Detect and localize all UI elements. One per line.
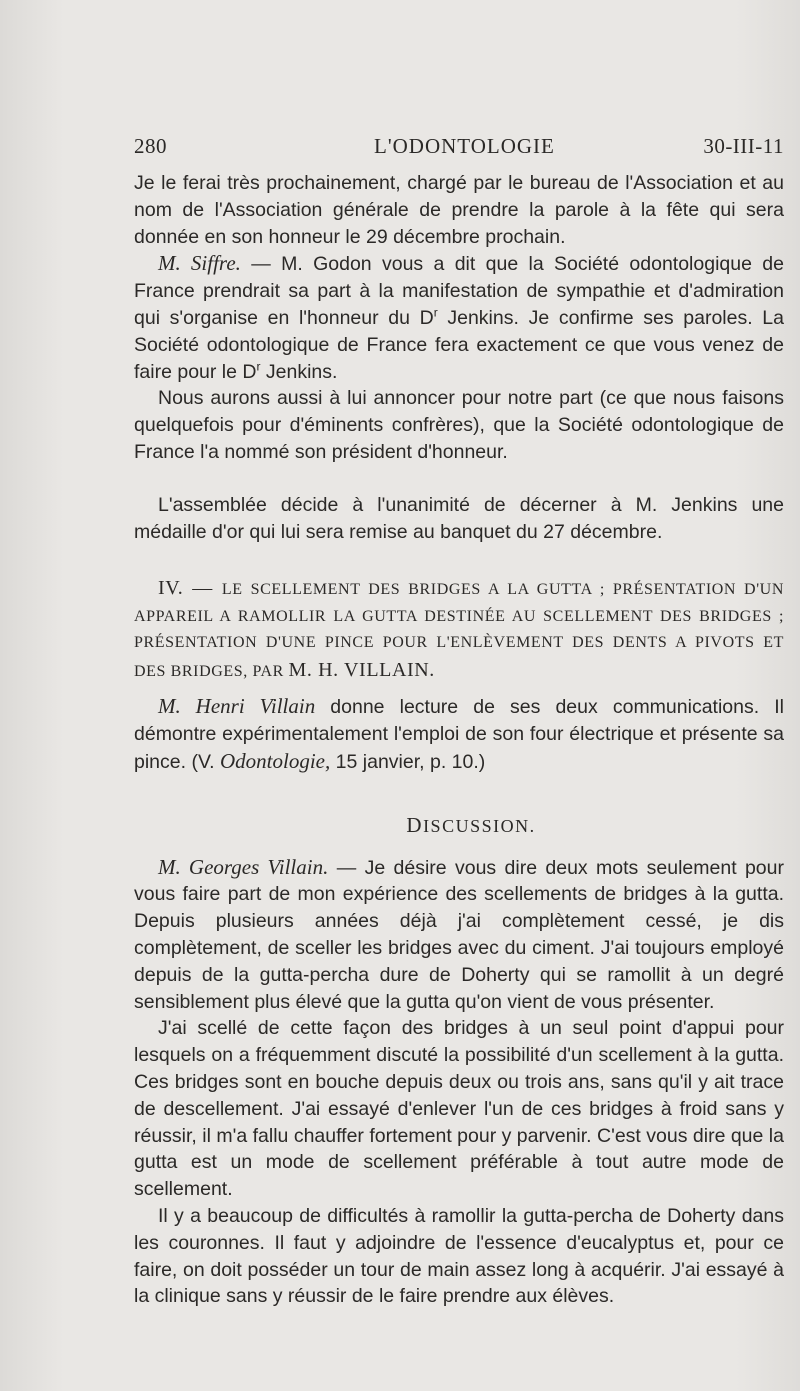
speaker-name: M. Siffre.	[158, 251, 241, 276]
paragraph: Je le ferai très prochainement, chargé par le bureau de l'Association et au nom de l'Association générale de prendre la parole à la fête qui sera donnée en son honneur le 29 décembre prochain.	[134, 172, 784, 248]
page-number: 280	[134, 134, 167, 158]
spacer	[134, 466, 784, 492]
discussion-heading	[134, 812, 784, 840]
discussion-initial: D	[406, 812, 424, 837]
paragraph: Il y a beaucoup de difficultés à ramollir la gutta-percha de Doherty dans les couronnes. Il faut y adjoindre de l'essence d'eucalyptus et, pour ce faire, on doit posséder un tour de main assez long à acquérir. J'ai essayé à la clinique sans y réussir de le faire prendre aux élèves.	[134, 1204, 784, 1308]
paragraph-text: — Je désire vous dire deux mots seulement pour vous faire part de mon expérience des scellements de bridges à la gutta. Depuis plusieurs années déjà j'ai complètement cessé, je dis complètement, de sceller les bridges avec du ciment. J'ai toujours employé depuis de la gutta-percha dure de Doherty qui se ramollit à un degré sensiblement plus élevé que la gutta qu'on vient de vous présenter.	[134, 856, 784, 1013]
spacer	[134, 840, 784, 854]
spacer	[134, 545, 784, 575]
discussion-rest: ISCUSSION.	[423, 815, 536, 836]
journal-title: L'ODONTOLOGIE	[374, 134, 555, 158]
section-author: M. H. VILLAIN.	[288, 658, 435, 681]
paragraph: Nous aurons aussi à lui annoncer pour notre part (ce que nous faisons quelquefois pour d'éminents confrères), que la Société odontologique de France l'a nommé son président d'honneur.	[134, 387, 784, 463]
paragraph: L'assemblée décide à l'unanimité de décerner à M. Jenkins une médaille d'or qui lui sera remise au banquet du 27 décembre.	[134, 493, 784, 543]
paragraph-text: 15 janvier, p. 10.)	[330, 750, 486, 773]
journal-reference: Odontologie,	[220, 748, 331, 773]
page-body	[134, 170, 784, 1310]
paragraph-text: donne lecture de ses deux communications. Il démontre expérimentalement l'emploi de son four électrique et présente sa pince. (V.	[134, 696, 784, 773]
spacer	[134, 685, 784, 693]
issue-date: 30-III-11	[703, 134, 784, 158]
paragraph	[134, 854, 784, 1016]
section-heading	[134, 575, 784, 685]
section-number: IV. —	[158, 577, 222, 600]
superscript: r	[433, 305, 438, 320]
paragraph-text: — M. Godon vous a dit que la Société odontologique de France prendrait sa part à la manifestation de sympathie et d'admiration qui s'organise en l'honneur du D	[134, 253, 784, 329]
paragraph: J'ai scellé de cette façon des bridges à un seul point d'appui pour lesquels on a fréquemment discuté la possibilité d'un scellement à la gutta. Ces bridges sont en bouche depuis deux ou trois ans, sans qu'il y ait trace de descellement. J'ai essayé d'enlever l'un de ces bridges à froid sans y réussir, il m'a fallu chauffer fortement pour y parvenir. C'est vous dire que la gutta est un mode de scellement préférable à tout autre mode de scellement.	[134, 1017, 784, 1201]
paragraph	[134, 693, 784, 775]
spacer	[134, 776, 784, 812]
paragraph-text: Jenkins. Je confirme ses paroles. La Société odontologique de France fera exactement ce que vous venez de faire pour le D	[134, 306, 784, 383]
speaker-name: M. Henri Villain	[158, 694, 316, 719]
superscript: r	[256, 359, 261, 374]
running-header	[134, 134, 784, 164]
speaker-name: M. Georges Villain.	[158, 854, 329, 879]
paragraph-text: Jenkins.	[260, 360, 338, 383]
paragraph	[134, 250, 784, 385]
section-title: LE SCELLEMENT DES BRIDGES A LA GUTTA ; PRÉSENTATION D'UN APPAREIL A RAMOLLIR LA GUTTA DESTINÉE AU SCELLEMENT DES BRIDGES ; PRÉSENTATION D'UNE PINCE POUR L'ENLÈVEMENT DES DENTS A PIVOTS ET DES BRIDGES, PAR	[134, 581, 784, 680]
